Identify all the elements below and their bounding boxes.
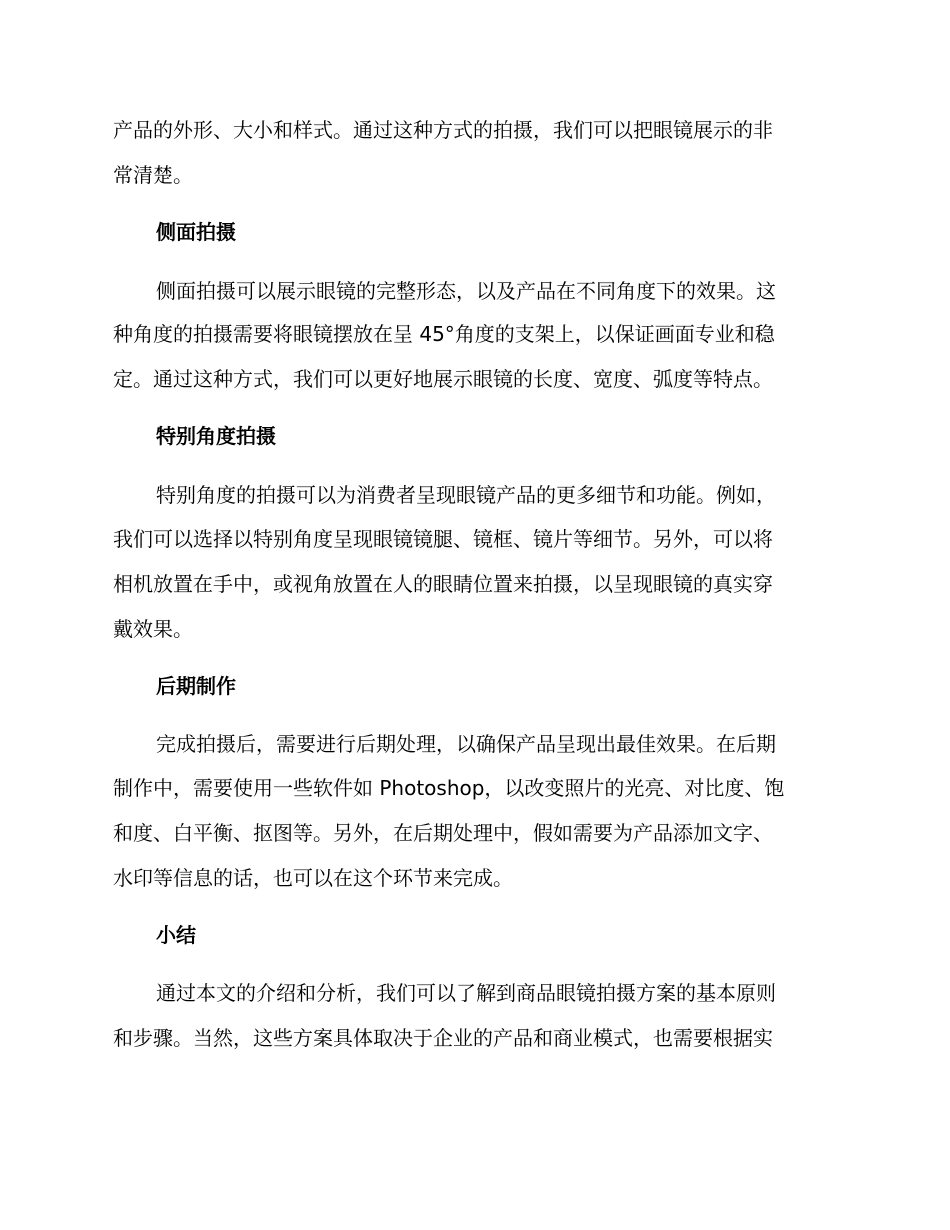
side-shot-line-2: 种角度的拍摄需要将眼镜摆放在呈 45°角度的支架上，以保证画面专业和稳	[113, 322, 775, 346]
section-heading-summary: 小结	[156, 923, 196, 947]
post-production-line-4: 水印等信息的话，也可以在这个环节来完成。	[113, 866, 513, 890]
side-shot-line-3: 定。通过这种方式，我们可以更好地展示眼镜的长度、宽度、弧度等特点。	[113, 367, 773, 391]
intro-line-2: 常清楚。	[113, 163, 193, 187]
post-production-line-1: 完成拍摄后，需要进行后期处理，以确保产品呈现出最佳效果。在后期	[156, 732, 776, 756]
summary-line-1: 通过本文的介绍和分析，我们可以了解到商品眼镜拍摄方案的基本原则	[156, 981, 776, 1005]
post-production-line-3: 和度、白平衡、抠图等。另外，在后期处理中，假如需要为产品添加文字、	[113, 821, 773, 845]
side-shot-line-1: 侧面拍摄可以展示眼镜的完整形态，以及产品在不同角度下的效果。这	[156, 279, 776, 303]
intro-line-1: 产品的外形、大小和样式。通过这种方式的拍摄，我们可以把眼镜展示的非	[113, 118, 773, 142]
special-angle-line-4: 戴效果。	[113, 617, 193, 641]
section-heading-post-production: 后期制作	[156, 674, 236, 698]
special-angle-line-3: 相机放置在手中，或视角放置在人的眼睛位置来拍摄，以呈现眼镜的真实穿	[113, 572, 773, 596]
special-angle-line-1: 特别角度的拍摄可以为消费者呈现眼镜产品的更多细节和功能。例如，	[156, 483, 776, 507]
summary-line-2: 和步骤。当然，这些方案具体取决于企业的产品和商业模式，也需要根据实	[113, 1026, 773, 1050]
special-angle-line-2: 我们可以选择以特别角度呈现眼镜镜腿、镜框、镜片等细节。另外，可以将	[113, 527, 773, 551]
section-heading-side-shot: 侧面拍摄	[156, 220, 236, 244]
section-heading-special-angle: 特别角度拍摄	[156, 424, 276, 448]
post-production-line-2: 制作中，需要使用一些软件如 Photoshop，以改变照片的光亮、对比度、饱	[113, 776, 785, 800]
